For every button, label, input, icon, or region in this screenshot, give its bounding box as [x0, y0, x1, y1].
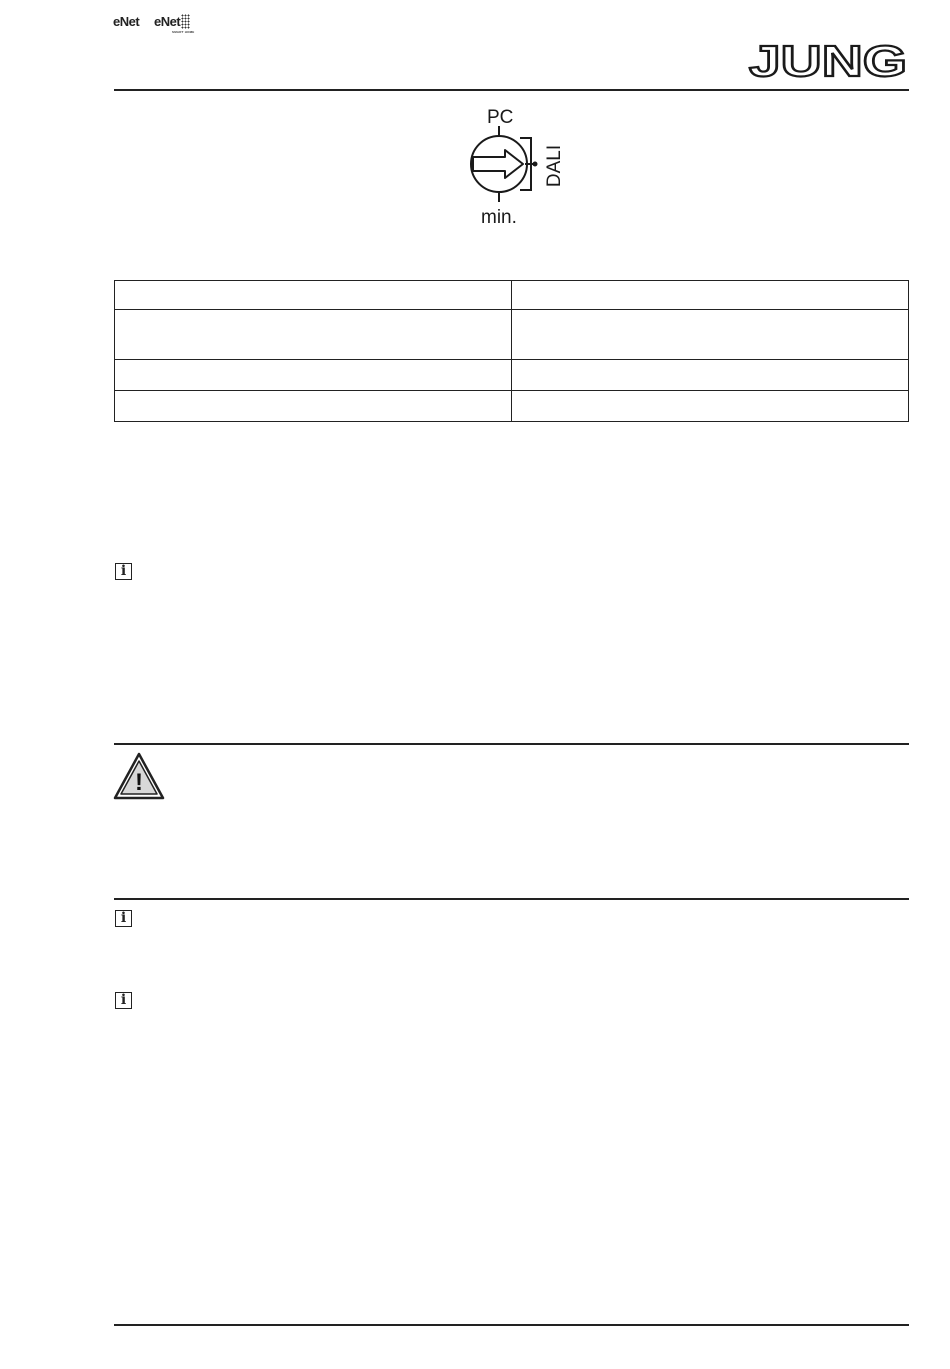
- switch-label-pc: PC: [487, 107, 514, 128]
- table-cell: [512, 360, 909, 391]
- enet-smart-home-logo: [154, 14, 190, 29]
- table-cell: [115, 360, 512, 391]
- footer-rule: [114, 1324, 909, 1326]
- switch-label-min: min.: [481, 207, 517, 228]
- table-cell: [512, 391, 909, 422]
- info-icon: i: [115, 563, 132, 580]
- dot-matrix-icon: [181, 14, 190, 29]
- warning-triangle-icon: [113, 752, 165, 800]
- enet-smart-home-logo-text: eNet: [154, 14, 181, 29]
- table-cell: [512, 281, 909, 310]
- warning-top-rule: [114, 743, 909, 745]
- header-rule: [114, 89, 909, 91]
- enet-smart-home-subtitle: SMART HOME: [172, 30, 195, 34]
- table-row: [115, 310, 909, 360]
- jung-brand-logo: [747, 40, 910, 82]
- enet-logo: [113, 14, 139, 29]
- info-icon: i: [115, 992, 132, 1009]
- info-icon: i: [115, 910, 132, 927]
- table-row: [115, 391, 909, 422]
- enet-logo-text: eNet: [113, 14, 140, 29]
- table-cell: [115, 391, 512, 422]
- settings-table: [114, 280, 909, 422]
- table-row: [115, 360, 909, 391]
- table-cell: [512, 310, 909, 360]
- switch-label-dali: DALI: [544, 144, 565, 188]
- rotary-switch-diagram: [465, 126, 545, 204]
- jung-brand-logo-text: JUNG: [749, 40, 907, 82]
- table-cell: [115, 310, 512, 360]
- table-row: [115, 281, 909, 310]
- table-cell: [115, 281, 512, 310]
- warning-bottom-rule: [114, 898, 909, 900]
- warning-exclamation: !: [135, 769, 143, 796]
